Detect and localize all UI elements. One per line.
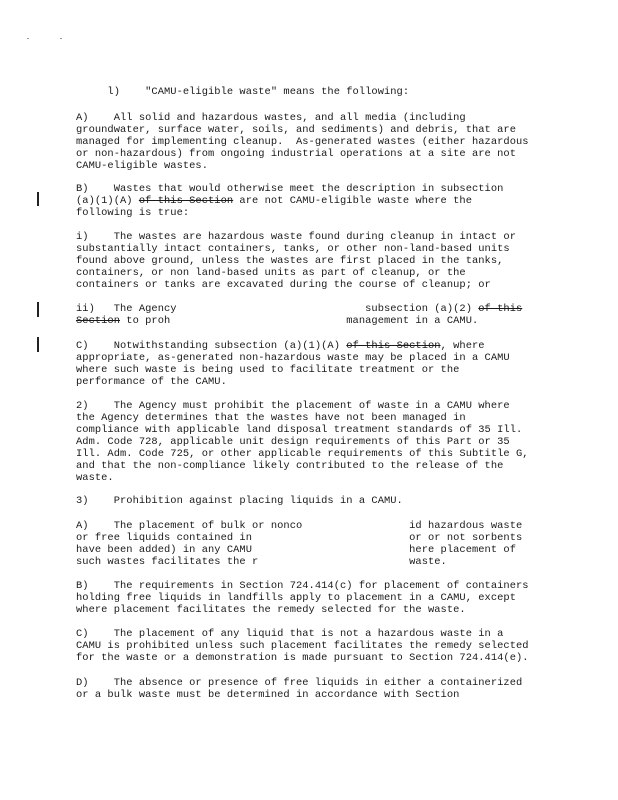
text-line: or non-hazardous) from ongoing industrial operations at a site are not — [76, 148, 516, 160]
text-line: found above ground, unless the wastes are first placed in the tanks, — [76, 255, 504, 267]
section-heading: 3) Prohibition against placing liquids in a CAMU. — [76, 495, 403, 507]
strikethrough-text: of this Section — [138, 195, 234, 207]
text-line: and that the non-compliance likely contributed to the release of the — [76, 460, 504, 472]
text-line: have been added) in any CAMU here placement of — [76, 544, 516, 556]
text-line: compliance with applicable land disposal treatment standards of 35 Ill. — [76, 424, 523, 436]
text-line: CAMU is prohibited unless such placement facilitates the remedy selected — [76, 640, 529, 652]
text-line: Adm. Code 728, applicable unit design requirements of this Part or 35 — [76, 436, 510, 448]
strikethrough-text: Section — [76, 315, 120, 327]
text-line: CAMU-eligible wastes. — [76, 160, 208, 172]
text-line: appropriate, as-generated non-hazardous waste may be placed in a CAMU — [76, 352, 510, 364]
text-line: such wastes facilitates the r waste. — [76, 556, 447, 568]
revision-bar — [37, 192, 39, 206]
text-line: for the waste or a demonstration is made pursuant to Section 724.414(e). — [76, 652, 529, 664]
text-line: i) The wastes are hazardous waste found during cleanup in intact or — [76, 231, 516, 243]
text-line — [76, 340, 485, 352]
text-run: are not CAMU-eligible waste where the — [233, 195, 472, 207]
text-line: managed for implementing cleanup. As-generated wastes (either hazardous — [76, 136, 529, 148]
text-line: Ill. Adm. Code 725, or other applicable requirements of this Subtitle G, — [76, 448, 529, 460]
text-line: substantially intact containers, tanks, or other non-land-based units — [76, 243, 510, 255]
text-run: (a)(1)(A) — [76, 195, 139, 207]
text-line: the Agency determines that the wastes have not been managed in — [76, 412, 466, 424]
text-line: 2) The Agency must prohibit the placement of waste in a CAMU where — [76, 400, 510, 412]
text-run: ii) The Agency subsection (a)(2) — [76, 303, 479, 315]
text-line: where such waste is being used to facilitate treatment or the — [76, 364, 460, 376]
text-line: B) Wastes that would otherwise meet the description in subsection — [76, 183, 504, 195]
text-line: waste. — [76, 472, 114, 484]
text-line — [76, 195, 472, 207]
revision-bar — [37, 302, 39, 317]
text-line: D) The absence or presence of free liquids in either a containerized — [76, 677, 523, 689]
text-line: where placement facilitates the remedy selected for the waste. — [76, 604, 466, 616]
text-line — [76, 315, 478, 327]
text-run: to proh management in a CAMU. — [120, 315, 479, 327]
revision-bar — [37, 337, 39, 352]
strikethrough-text: of this Section — [346, 340, 441, 352]
text-line: groundwater, surface water, soils, and sediments) and debris, that are — [76, 124, 516, 136]
text-line: containers, or non land-based units as part of cleanup, or the — [76, 267, 466, 279]
strikethrough-text: of this — [478, 303, 523, 315]
text-line: A) All solid and hazardous wastes, and all media (including — [76, 112, 466, 124]
text-line: A) The placement of bulk or nonco id hazardous waste — [76, 520, 523, 532]
text-run: , where — [440, 340, 485, 352]
scan-speck — [60, 38, 62, 39]
text-line: B) The requirements in Section 724.414(c) for placement of containers — [76, 580, 529, 592]
text-run: C) Notwithstanding subsection (a)(1)(A) — [76, 340, 347, 352]
text-line: following is true: — [76, 207, 190, 219]
text-line: performance of the CAMU. — [76, 376, 227, 388]
definition-heading: l) "CAMU-eligible waste" means the following: — [76, 86, 410, 98]
text-line: holding free liquids in landfills apply to placement in a CAMU, except — [76, 592, 516, 604]
text-line: C) The placement of any liquid that is not a hazardous waste in a — [76, 628, 504, 640]
scan-speck — [27, 38, 29, 39]
text-line: containers or tanks are excavated during the course of cleanup; or — [76, 279, 491, 291]
text-line: or free liquids contained in or or not sorbents — [76, 532, 523, 544]
text-line: or a bulk waste must be determined in accordance with Section — [76, 689, 460, 701]
text-line — [76, 303, 522, 315]
